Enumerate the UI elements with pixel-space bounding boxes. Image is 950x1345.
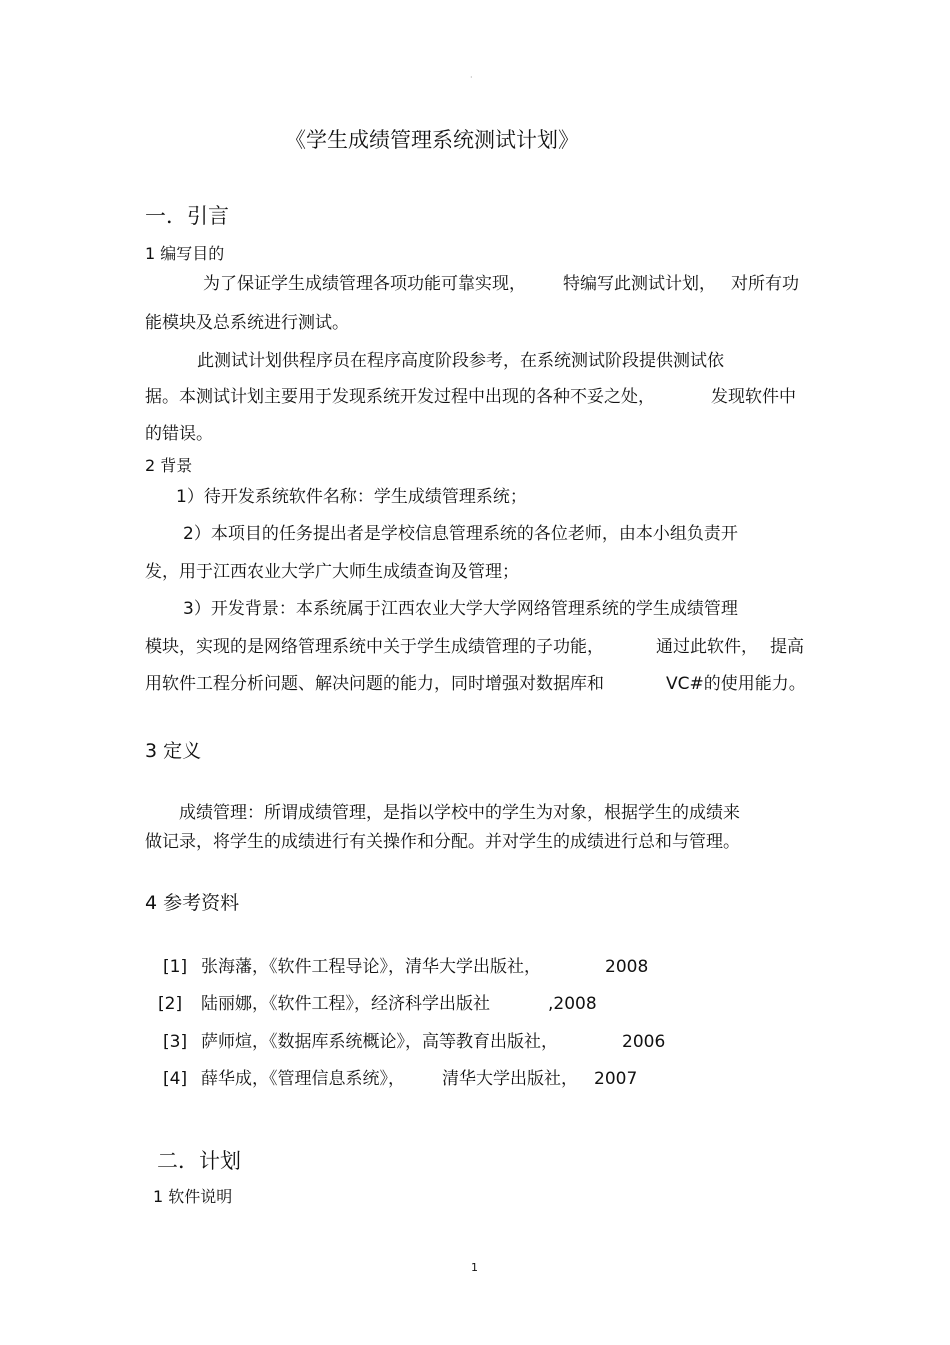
para2-line3: 的错误。 [145,424,213,444]
background-item3-line3: 用软件工程分析问题、解决问题的能力，同时增强对数据库和 [145,674,604,694]
background-item3-line2: 模块，实现的是网络管理系统中关于学生成绩管理的子功能， [145,637,604,657]
para2-line2b: 发现软件中 [711,387,796,407]
para1-line1c: 对所有功 [731,274,799,294]
ref-2-text: 陆丽娜，《软件工程》，经济科学出版社 [201,994,490,1014]
definition-line2: 做记录，将学生的成绩进行有关操作和分配。并对学生的成绩进行总和与管理。 [145,832,740,852]
ref-1-year: 2008 [605,957,649,977]
section1-heading: 一．引言 [145,204,229,228]
background-item3-line1: 3）开发背景：本系统属于江西农业大学大学网络管理系统的学生成绩管理 [183,599,738,619]
background-item1: 1）待开发系统软件名称：学生成绩管理系统； [176,487,527,507]
para2-line2: 据。本测试计划主要用于发现系统开发过程中出现的各种不妥之处， [145,387,655,407]
sub4-heading: 4 参考资料 [145,892,240,914]
ref-4-number: [4] [163,1069,188,1089]
para1-line1: 为了保证学生成绩管理各项功能可靠实现， [203,274,526,294]
background-item3-line3b: VC#的使用能力。 [666,674,806,694]
ref-3-text: 萨师煊，《数据库系统概论》，高等教育出版社， [201,1032,558,1052]
background-item3-line2b: 通过此软件， [656,637,758,657]
ref-3-number: [3] [163,1032,188,1052]
header-mark: · [470,73,473,82]
background-item2-line1: 2）本项目的任务提出者是学校信息管理系统的各位老师，由本小组负责开 [183,524,738,544]
ref-4-year: 2007 [594,1069,638,1089]
ref-4-text: 薛华成，《管理信息系统》， [201,1069,405,1089]
sub2-heading: 2 背景 [145,456,193,475]
document-title: 《学生成绩管理系统测试计划》 [285,128,579,152]
ref-1-text: 张海藩，《软件工程导论》，清华大学出版社， [201,957,541,977]
sub1-heading: 1 编写目的 [145,244,225,263]
ref-2-number: [2] [158,994,183,1014]
section2-sub1-heading: 1 软件说明 [153,1187,233,1206]
ref-3-year: 2006 [622,1032,666,1052]
para2-line1: 此测试计划供程序员在程序高度阶段参考，在系统测试阶段提供测试依 [197,351,724,371]
sub3-heading: 3 定义 [145,740,202,762]
definition-line1: 成绩管理：所谓成绩管理，是指以学校中的学生为对象，根据学生的成绩来 [179,803,740,823]
section2-heading: 二．计划 [157,1149,241,1173]
ref-2-year: ,2008 [548,994,597,1014]
ref-4-text2: 清华大学出版社， [442,1069,578,1089]
page-number: 1 [471,1261,478,1274]
para1-line1b: 特编写此测试计划， [563,274,716,294]
background-item3-line2c: 提高 [770,637,804,657]
ref-1-number: [1] [163,957,188,977]
background-item2-line2: 发，用于江西农业大学广大师生成绩查询及管理； [145,562,519,582]
para1-line2: 能模块及总系统进行测试。 [145,313,349,333]
